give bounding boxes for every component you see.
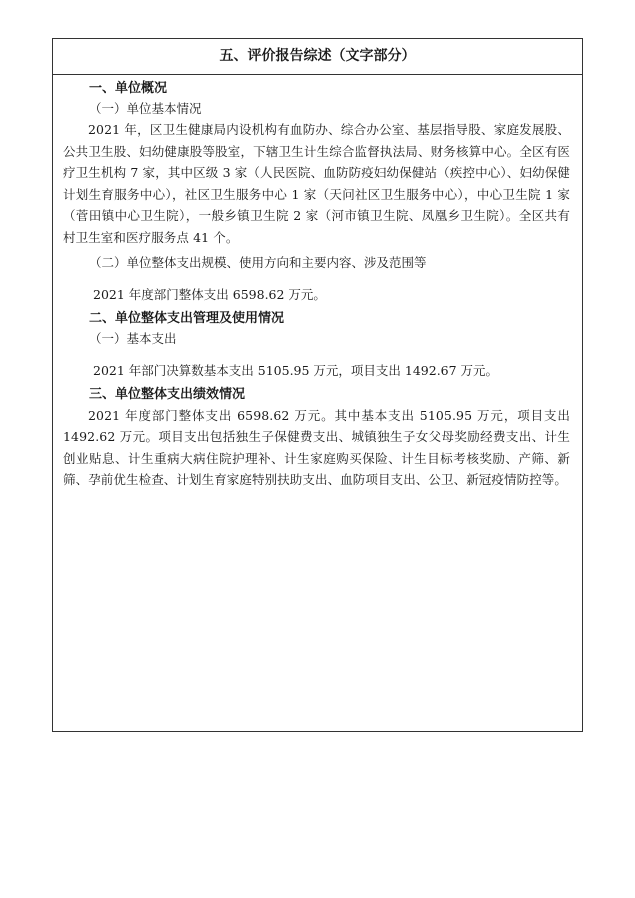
paragraph-performance: 2021 年度部门整体支出 6598.62 万元。其中基本支出 5105.95 万元，项目支出 1492.62 万元。项目支出包括独生子保健费支出、城镇独生子女父母奖励经费支出、计生创业贴息、计生重病大病住院护理补、计生家庭购买保险、计生目标考核奖励、产筛、新筛、孕前优生检查、计划生育家庭特别扶助支出、血防项目支出、公卫、新冠疫情防控等。	[63, 407, 570, 488]
section-heading-performance: 三、单位整体支出绩效情况	[89, 386, 246, 402]
paragraph-final-accounts: 2021 年部门决算数基本支出 5105.95 万元，项目支出 1492.67 万元。	[93, 362, 499, 378]
report-frame	[52, 38, 583, 732]
section-heading-unit-overview: 一、单位概况	[89, 81, 168, 96]
spacer	[63, 349, 570, 361]
subheading-basic-info: （一）单位基本情况	[89, 101, 202, 116]
subheading-basic-expenditure: （一）基本支出	[89, 330, 177, 346]
title-divider	[53, 74, 582, 75]
paragraph-basic-info: 2021 年，区卫生健康局内设机构有血防办、综合办公室、基层指导股、家庭发展股、公共卫生股、妇幼健康股等股室，下辖卫生计生综合监督执法局、财务核算中心。全区有医疗卫生机构 7 家，其中区级 3 家（人民医院、血防防疫妇幼保健站（疾控中心）、妇幼保健计划生育服务中心），社区卫生服务中心 1 家（天问社区卫生服务中心），中心卫生院 1 家（菅田镇中心卫生院），一般乡镇卫生院 2 家（河市镇卫生院、凤凰乡卫生院）。全区共有村卫生室和医疗服务点 41 个。	[63, 122, 570, 245]
section-heading-expenditure-management: 二、单位整体支出管理及使用情况	[89, 310, 285, 326]
report-body	[63, 79, 570, 491]
spacer	[63, 273, 570, 285]
paragraph-total-expenditure: 2021 年度部门整体支出 6598.62 万元。	[93, 286, 326, 302]
report-title: 五、评价报告综述（文字部分）	[219, 48, 416, 64]
subheading-expenditure-scope: （二）单位整体支出规模、使用方向和主要内容、涉及范围等	[89, 254, 427, 270]
